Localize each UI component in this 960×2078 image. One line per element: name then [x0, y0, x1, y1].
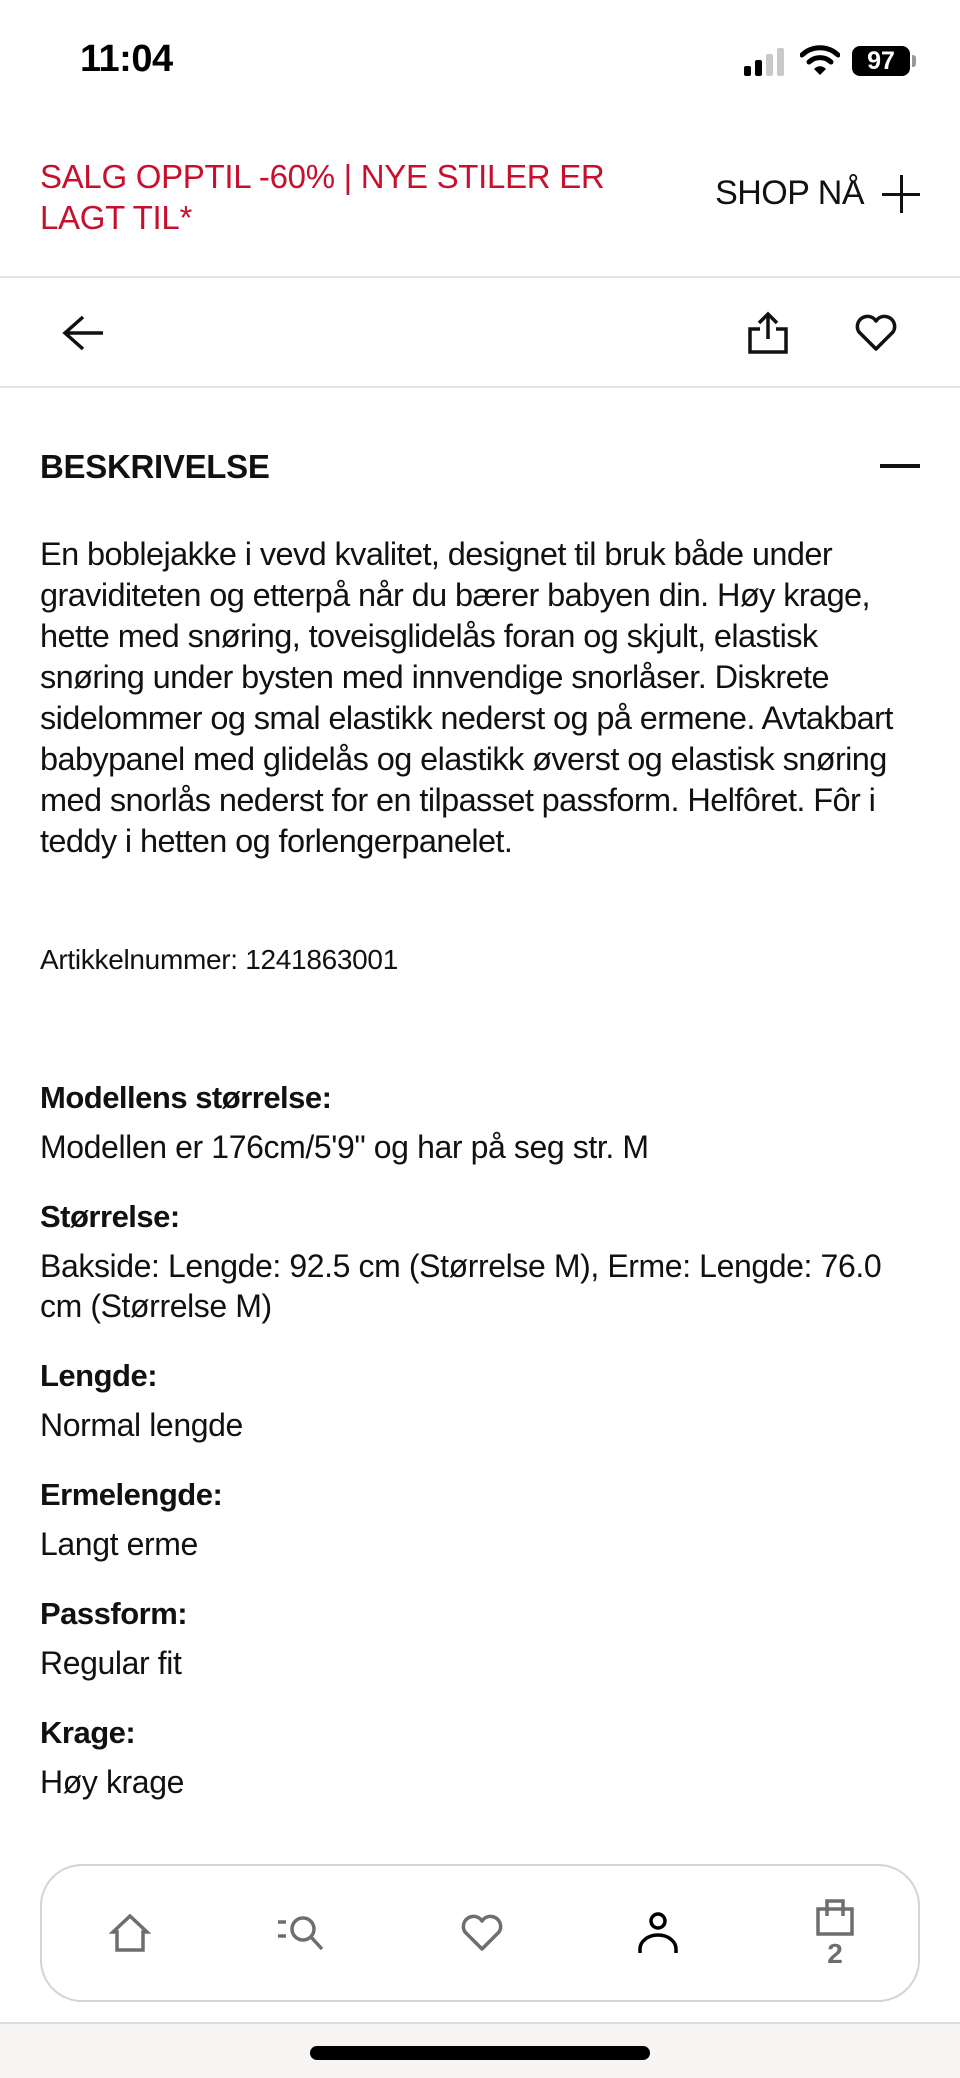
spec-sleeve-length [40, 1475, 920, 1564]
spec-value: Regular fit [40, 1645, 182, 1681]
spec-label: Størrelse: [40, 1199, 180, 1234]
minus-icon[interactable] [880, 464, 920, 468]
heart-icon [460, 1913, 504, 1953]
promo-banner[interactable] [0, 120, 960, 278]
shop-now-label: SHOP NÅ [715, 174, 864, 212]
status-time: 11:04 [80, 38, 173, 80]
spec-value: Normal lengde [40, 1407, 243, 1443]
tab-home[interactable] [80, 1866, 180, 2000]
plus-icon [882, 175, 920, 213]
section-title: BESKRIVELSE [40, 448, 270, 485]
status-bar [0, 0, 960, 120]
spec-value: Langt erme [40, 1526, 198, 1562]
cart-count-badge: 2 [827, 1938, 843, 1969]
shopping-bag-icon [814, 1897, 856, 1937]
share-icon [747, 311, 789, 355]
tab-cart[interactable] [785, 1866, 885, 2000]
heart-icon [854, 313, 898, 353]
tab-account[interactable] [608, 1866, 708, 2000]
spec-collar [40, 1713, 920, 1802]
spec-size [40, 1197, 920, 1326]
tab-search[interactable] [254, 1866, 354, 2000]
tab-favorites[interactable] [432, 1866, 532, 2000]
bottom-tab-bar [40, 1864, 920, 2002]
spec-label: Krage: [40, 1715, 136, 1750]
spec-label: Passform: [40, 1596, 188, 1631]
battery-tip [912, 55, 916, 67]
promo-text[interactable]: SALG OPPTIL -60% | NYE STILER ER LAGT TIL* [40, 158, 605, 236]
product-description: En boblejakke i vevd kvalitet, designet til bruk både under graviditeten og etterpå når du bærer babyen din. Høy krage, hette med snøring, toveisglidelås foran og skjult, elastisk snøring under bysten med innvendige snorlåser. Diskrete sidelommer og smal elastikk nederst og på ermene. Avtakbart babypanel med glidelås og elastikk øverst og elastisk snøring med snorlås nederst for en tilpasset passform. Helfôret. Fôr i teddy i hetten og forlengerpanelet. [40, 536, 893, 859]
spec-value: Modellen er 176cm/5'9" og har på seg str. M [40, 1129, 649, 1165]
spec-value: Høy krage [40, 1764, 184, 1800]
shop-now-button[interactable] [715, 174, 920, 213]
product-nav-bar [0, 278, 960, 388]
wifi-icon [800, 44, 840, 76]
spec-label: Lengde: [40, 1358, 158, 1393]
battery-icon: 97 [852, 46, 910, 76]
search-icon [276, 1912, 332, 1954]
signal-icon [744, 48, 788, 76]
spec-value: Bakside: Lengde: 92.5 cm (Størrelse M), Erme: Lengde: 76.0 cm (Størrelse M) [40, 1248, 882, 1324]
spec-model-size [40, 1078, 920, 1167]
user-icon [636, 1911, 680, 1955]
home-icon [109, 1913, 151, 1953]
home-indicator[interactable] [310, 2046, 650, 2060]
spec-length [40, 1356, 920, 1445]
share-button[interactable] [743, 308, 793, 358]
arrow-left-icon [61, 313, 105, 353]
description-accordion-header[interactable] [40, 448, 920, 488]
back-button[interactable] [58, 308, 108, 358]
spec-fit [40, 1594, 920, 1683]
article-number: Artikkelnummer: 1241863001 [40, 944, 398, 975]
favorite-button[interactable] [851, 308, 901, 358]
spec-label: Ermelengde: [40, 1477, 223, 1512]
spec-label: Modellens størrelse: [40, 1080, 332, 1115]
home-indicator-area [0, 2022, 960, 2078]
spec-list [40, 1078, 920, 1832]
